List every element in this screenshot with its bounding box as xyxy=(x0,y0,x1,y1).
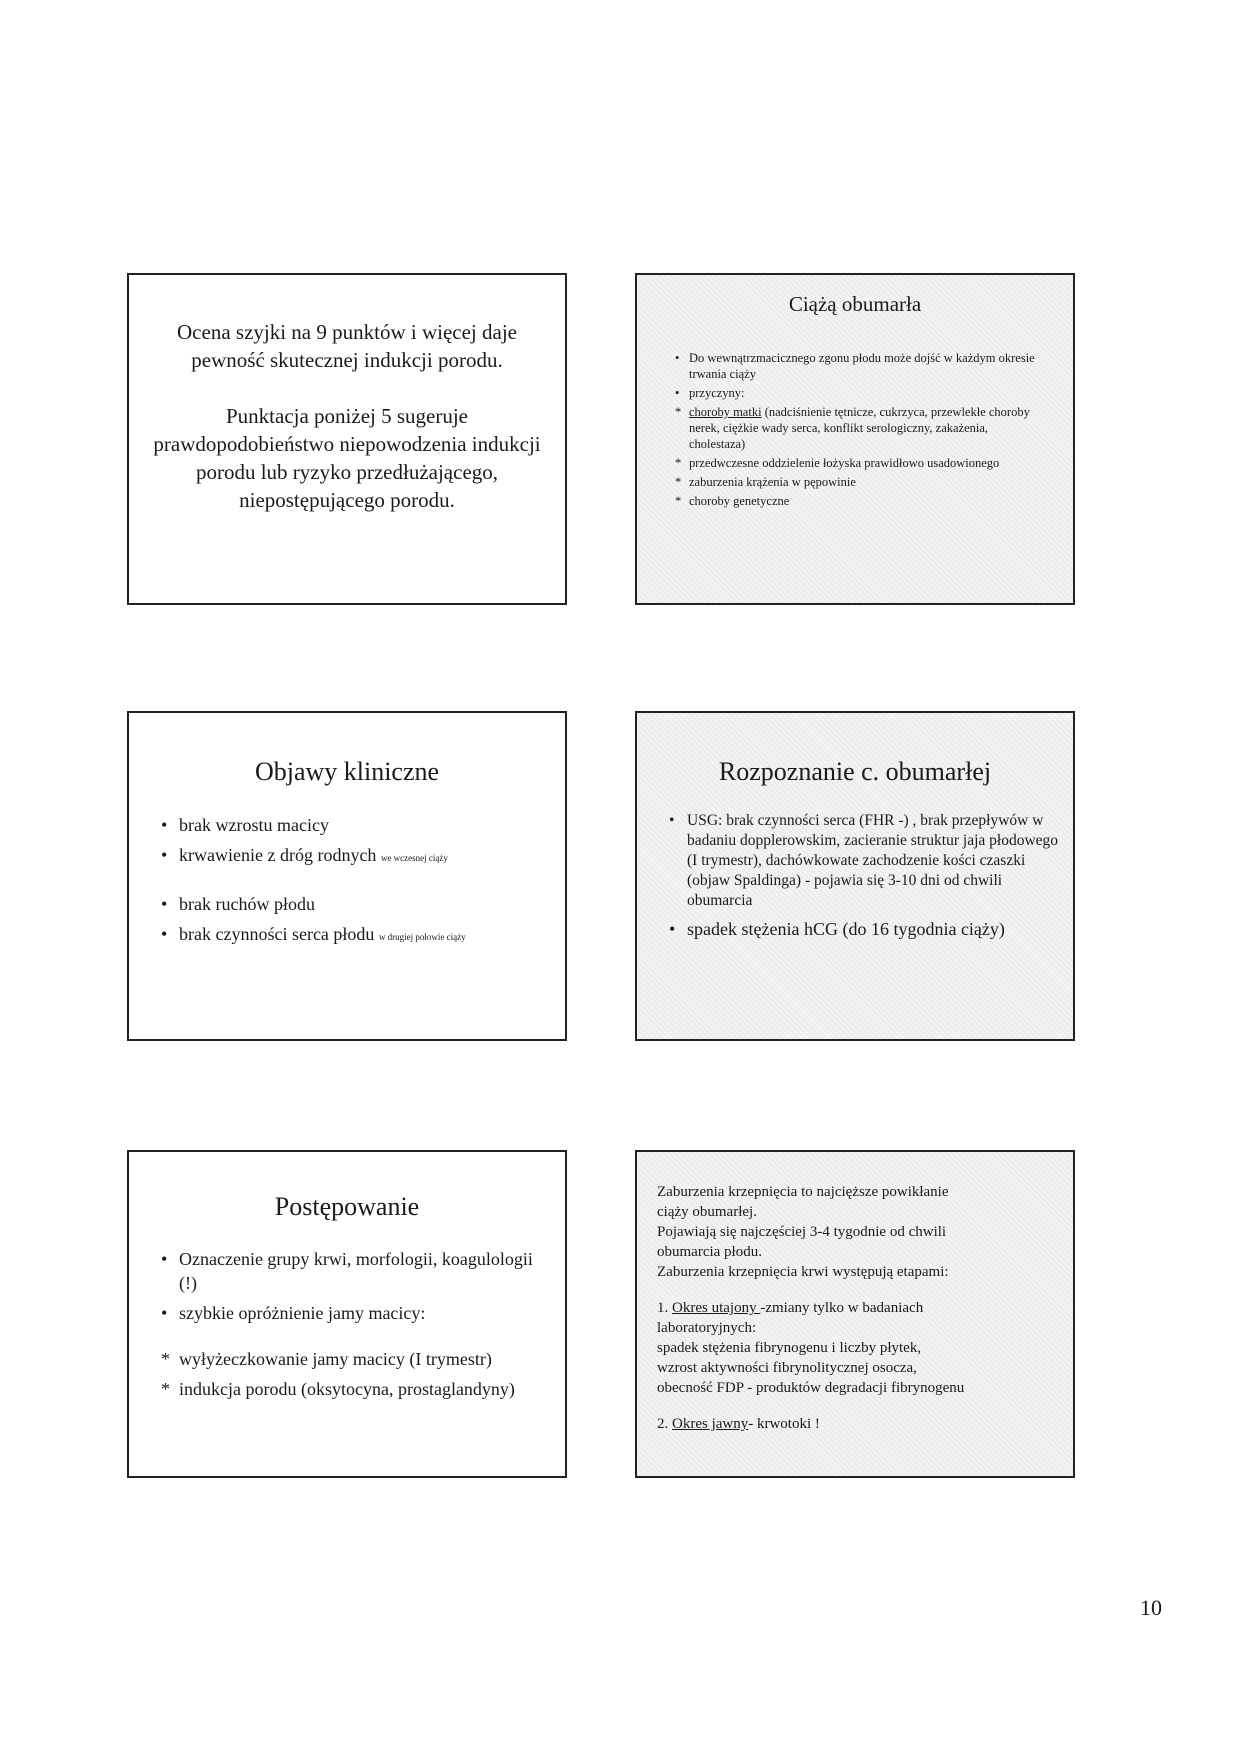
stage2-line xyxy=(657,1414,1061,1434)
list-item xyxy=(161,922,555,949)
slide1-paragraph-1: Ocena szyjki na 9 punktów i więcej daje pewność skutecznej indukcji porodu. xyxy=(177,320,517,372)
text-line: Pojawiają się najczęściej 3-4 tygodnie od chwili xyxy=(657,1224,947,1240)
asterisk-icon: * xyxy=(675,475,682,489)
text-line: spadek stężenia fibrynogenu i liczby płytek, xyxy=(657,1340,922,1356)
list-item-text: spadek stężenia hCG (do 16 tygodnia ciąży) xyxy=(687,919,1005,939)
slide-cervix-score xyxy=(127,273,567,605)
stage2-prefix: 2. xyxy=(657,1416,672,1432)
slide5-title: Postępowanie xyxy=(274,1192,420,1221)
list-item xyxy=(675,350,1043,382)
text-line: Zaburzenia krzepnięcia krwi występują etapami: xyxy=(657,1264,949,1280)
list-item xyxy=(675,455,1043,471)
list-item xyxy=(675,385,1043,401)
list-item-text: Oznaczenie grupy krwi, morfologii, koagulologii (!) xyxy=(179,1249,533,1293)
list-item xyxy=(675,493,1043,509)
page-number: 10 xyxy=(1140,1595,1162,1620)
bullet-icon: • xyxy=(675,351,680,365)
list-item-text: szybkie opróżnienie jamy macicy: xyxy=(179,1303,426,1323)
bullet-icon: • xyxy=(675,386,680,400)
list-item-text: krwawienie z dróg rodnych xyxy=(179,845,377,865)
list-item-text: Do wewnątrzmacicznego zgonu płodu może dojść w każdym okresie trwania ciąży xyxy=(689,351,1035,381)
asterisk-icon: * xyxy=(161,1349,170,1369)
text-line: obumarcia płodu. xyxy=(657,1244,762,1260)
slide-diagnosis xyxy=(635,711,1075,1041)
list-item xyxy=(161,892,555,916)
text-line: wzrost aktywności fibrynolitycznej osocza, xyxy=(657,1360,917,1376)
list-item-text: przyczyny: xyxy=(689,386,745,400)
stage1-line xyxy=(657,1298,1061,1318)
text-line: obecność FDP - produktów degradacji fibrynogenu xyxy=(657,1380,965,1396)
slide-dead-pregnancy xyxy=(635,273,1075,605)
asterisk-icon: * xyxy=(675,494,682,508)
asterisk-icon: * xyxy=(161,1379,170,1399)
slide6-text xyxy=(657,1182,1061,1434)
slide2-list xyxy=(675,350,1043,512)
list-item-note: w drugiej połowie ciąży xyxy=(378,932,466,942)
slide4-title: Rozpoznanie c. obumarłej xyxy=(718,757,992,786)
list-item xyxy=(669,811,1063,911)
bullet-icon: • xyxy=(669,812,675,829)
slide3-title: Objawy kliniczne xyxy=(254,757,440,786)
slide1-paragraph-2: Punktacja poniżej 5 sugeruje prawdopodobieństwo niepowodzenia indukcji porodu lub ryzyko przedłużającego, niepostępującego porodu. xyxy=(153,404,541,512)
bullet-icon: • xyxy=(161,845,168,865)
list-item xyxy=(675,474,1043,490)
list-item xyxy=(669,917,1063,941)
list-item xyxy=(161,1377,555,1401)
bullet-icon: • xyxy=(161,1303,168,1323)
slide2-title: Ciążą obumarła xyxy=(788,292,922,316)
stage1-prefix: 1. xyxy=(657,1300,672,1316)
list-item xyxy=(161,843,555,870)
stage2-text: - krwotoki ! xyxy=(748,1416,820,1432)
stage1-text: -zmiany tylko w badaniach xyxy=(760,1300,924,1316)
list-item-note: we wczesnej ciąży xyxy=(380,853,448,863)
list-item-text: wyłyżeczkowanie jamy macicy (I trymestr) xyxy=(179,1349,492,1369)
text-line: Zaburzenia krzepnięcia to najcięższe powikłanie xyxy=(657,1184,949,1200)
list-item-text: (nadciśnienie tętnicze, cukrzyca, przewlekłe choroby nerek, ciężkie wady serca, konflikt serologiczny, zakażenia, cholestaza) xyxy=(689,405,1030,451)
list-item-text: brak wzrostu macicy xyxy=(179,815,329,835)
list-item-text: choroby genetyczne xyxy=(689,494,790,508)
text-line: ciąży obumarłej. xyxy=(657,1204,757,1220)
bullet-icon: • xyxy=(161,894,168,914)
stage1-title: Okres utajony xyxy=(672,1300,761,1316)
list-item-text: brak czynności serca płodu xyxy=(179,924,375,944)
list-item xyxy=(161,813,555,837)
list-item-text: brak ruchów płodu xyxy=(179,894,315,914)
slide3-list xyxy=(161,813,555,955)
list-item-text: indukcja porodu (oksytocyna, prostaglandyny) xyxy=(179,1379,515,1399)
text-line: laboratoryjnych: xyxy=(657,1320,757,1336)
bullet-icon: • xyxy=(161,1249,168,1269)
stage2-title: Okres jawny xyxy=(672,1416,749,1432)
slide4-list xyxy=(669,811,1063,947)
asterisk-icon: * xyxy=(675,405,682,419)
slide-management xyxy=(127,1150,567,1478)
list-item-text: zaburzenia krążenia w pępowinie xyxy=(689,475,856,489)
list-item xyxy=(675,404,1043,452)
list-item-text: USG: brak czynności serca (FHR -) , brak przepływów w badaniu dopplerowskim, zacieranie struktur jaja płodowego (I trymestr), dachówkowate zachodzenie kości czaszki (objaw Spaldinga) - pojawia się 3-10 dni od chwili obumarcia xyxy=(687,812,1059,909)
slide5-list xyxy=(161,1247,555,1407)
list-item-text: przedwczesne oddzielenie łożyska prawidłowo usadowionego xyxy=(689,456,1000,470)
bullet-icon: • xyxy=(161,815,168,835)
slide-coagulation-disorders xyxy=(635,1150,1075,1478)
list-item xyxy=(161,1347,555,1371)
list-item-underlined: choroby matki xyxy=(689,405,762,419)
bullet-icon: • xyxy=(669,919,676,939)
list-item xyxy=(161,1247,555,1295)
bullet-icon: • xyxy=(161,924,168,944)
asterisk-icon: * xyxy=(675,456,682,470)
slide-clinical-symptoms xyxy=(127,711,567,1041)
list-item xyxy=(161,1301,555,1325)
